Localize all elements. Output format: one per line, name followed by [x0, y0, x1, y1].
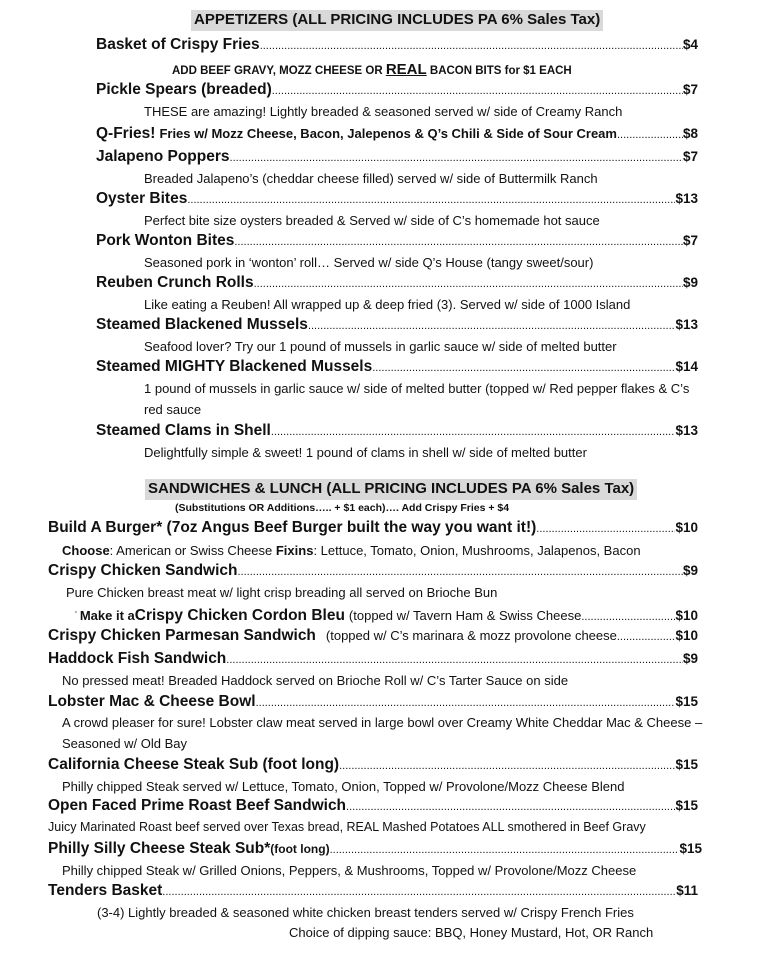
item-name: Steamed Clams in Shell	[96, 422, 271, 439]
item-description: Breaded Jalapeno’s (cheddar cheese filled) served w/ side of Buttermilk Ranch	[144, 171, 598, 186]
leader-dots	[187, 194, 675, 206]
fixins-label: Fixins	[275, 543, 314, 558]
sandwiches-header: SANDWICHES & LUNCH (ALL PRICING INCLUDES PA 6% Sales Tax)	[145, 479, 637, 500]
item-name: Crispy Chicken Parmesan Sandwich	[48, 627, 316, 644]
menu-item-oyster	[96, 190, 698, 208]
item-description: Juicy Marinated Roast beef served over Texas bread, REAL Mashed Potatoes ALL smothered in Beef Gravy	[48, 820, 646, 834]
menu-item-wonton	[96, 232, 698, 250]
leader-dots	[339, 760, 675, 772]
leader-dots	[254, 278, 683, 290]
item-price: $15	[675, 757, 698, 772]
item-description: Seafood lover? Try our 1 pound of mussels in garlic sauce w/ side of melted butter	[144, 339, 617, 354]
item-name: Reuben Crunch Rolls	[96, 274, 254, 291]
item-name: Tenders Basket	[48, 882, 163, 899]
leader-dots	[330, 844, 680, 856]
menu-item-clams	[96, 422, 698, 440]
menu-item-parmesan	[48, 627, 698, 645]
new-burst-icon	[75, 604, 77, 620]
menu-item-philly	[48, 840, 702, 858]
item-name: Open Faced Prime Roast Beef Sandwich	[48, 797, 347, 814]
make-it-label: Make it a	[79, 608, 135, 623]
item-name: Jalapeno Poppers	[96, 148, 230, 165]
item-price: $11	[676, 883, 698, 898]
item-description: Like eating a Reuben! All wrapped up & deep fried (3). Served w/ side of 1000 Island	[144, 297, 631, 312]
item-description: Seasoned pork in ‘wonton’ roll… Served w/ side Q’s House (tangy sweet/sour)	[144, 255, 594, 270]
item-description: 1 pound of mussels in garlic sauce w/ side of melted butter (topped w/ Red pepper flakes & C’s red sauce	[144, 381, 690, 417]
item-price: $13	[675, 423, 698, 438]
item-price: $14	[675, 359, 698, 374]
item-description: Pure Chicken breast meat w/ light crisp breading all served on Brioche Bun	[66, 585, 498, 600]
item-price: $15	[679, 841, 702, 856]
item-name: Philly Silly Cheese Steak Sub*	[48, 840, 271, 857]
item-name: Lobster Mac & Cheese Bowl	[48, 693, 256, 710]
leader-dots	[617, 129, 683, 141]
item-description: A crowd pleaser for sure! Lobster claw meat served in large bowl over Creamy White Cheddar Mac & Cheese – Seasoned w/ Old Bay	[62, 715, 703, 751]
menu-item-tenders	[48, 882, 698, 900]
menu-item-crispy-chicken	[48, 562, 698, 580]
item-name: Crispy Chicken Cordon Bleu	[134, 607, 345, 624]
item-price: $9	[682, 275, 698, 290]
menu-item-haddock	[48, 650, 698, 668]
real-emphasis: REAL	[385, 61, 427, 78]
leader-dots	[308, 320, 676, 332]
item-name: Pork Wonton Bites	[96, 232, 235, 249]
menu-item-fries	[96, 36, 698, 54]
leader-dots	[581, 611, 675, 623]
item-name: Q-Fries!	[96, 125, 156, 142]
item-price: $8	[682, 126, 698, 141]
item-price: $7	[682, 233, 698, 248]
leader-dots	[226, 654, 683, 666]
menu-item-burger	[48, 519, 698, 537]
item-extra: Fries w/ Mozz Cheese, Bacon, Jalepenos & Q’s Chili & Side of Sour Cream	[159, 126, 617, 141]
item-price: $9	[682, 563, 698, 578]
appetizers-header: APPETIZERS (ALL PRICING INCLUDES PA 6% Sales Tax)	[191, 10, 603, 31]
item-name: Oyster Bites	[96, 190, 188, 207]
menu-item-qfries	[96, 125, 698, 143]
menu-item-california	[48, 756, 698, 774]
item-description: Philly chipped Steak w/ Grilled Onions, Peppers, & Mushrooms, Topped w/ Provolone/Mozz Cheese	[62, 863, 637, 878]
menu-item-jalapeno	[96, 148, 698, 166]
leader-dots	[260, 40, 683, 52]
item-price: $15	[675, 694, 698, 709]
item-description: THESE are amazing! Lightly breaded & seasoned served w/ side of Creamy Ranch	[144, 104, 623, 119]
leader-dots	[372, 362, 675, 374]
burger-options: Choose: American or Swiss Cheese Fixins: Lettuce, Tomato, Onion, Mushrooms, Jalapenos, Bacon	[62, 543, 641, 558]
item-description: Delightfully simple & sweet! 1 pound of clams in shell w/ side of melted butter	[144, 445, 587, 460]
item-description: (3-4) Lightly breaded & seasoned white chicken breast tenders served w/ Crispy French Fries	[97, 905, 634, 920]
leader-dots	[346, 801, 675, 813]
leader-dots	[272, 85, 683, 97]
item-price: $13	[675, 191, 698, 206]
item-description: Perfect bite size oysters breaded & Served w/ side of C’s homemade hot sauce	[144, 213, 600, 228]
item-extra: (foot long)	[270, 842, 330, 856]
item-name: Steamed Blackened Mussels	[96, 316, 308, 333]
leader-dots	[617, 631, 676, 643]
item-name: Basket of Crispy Fries	[96, 36, 260, 53]
leader-dots	[256, 697, 676, 709]
item-price: $7	[682, 149, 698, 164]
menu-item-roast-beef	[48, 797, 698, 815]
leader-dots	[230, 152, 683, 164]
menu-item-reuben	[96, 274, 698, 292]
item-description: No pressed meat! Breaded Haddock served on Brioche Roll w/ C’s Tarter Sauce on side	[62, 673, 569, 688]
item-description-dipping: Choice of dipping sauce: BBQ, Honey Mustard, Hot, OR Ranch	[289, 925, 654, 940]
item-price: $7	[682, 82, 698, 97]
item-price: $4	[682, 37, 698, 52]
sandwiches-subheader: (Substitutions OR Additions….. + $1 each)…. Add Crispy Fries + $4	[175, 502, 510, 514]
item-price: $15	[675, 798, 698, 813]
leader-dots	[238, 566, 683, 578]
leader-dots	[234, 236, 683, 248]
addon-note: ADD BEEF GRAVY, MOZZ CHEESE OR REAL BACON BITS for $1 EACH	[172, 61, 572, 78]
item-price: $10	[675, 628, 698, 643]
menu-item-pickle	[96, 81, 698, 99]
leader-dots	[536, 523, 675, 535]
item-name: Crispy Chicken Sandwich	[48, 562, 238, 579]
item-name: Build A Burger* (7oz Angus Beef Burger built the way you want it!)	[48, 519, 537, 536]
item-description: Philly chipped Steak served w/ Lettuce, Tomato, Onion, Topped w/ Provolone/Mozz Cheese Blend	[62, 779, 625, 794]
leader-dots	[162, 886, 676, 898]
menu-item-cordon-bleu	[75, 604, 698, 625]
menu-item-lobster	[48, 693, 698, 711]
leader-dots	[271, 426, 676, 438]
item-price: $10	[675, 608, 698, 623]
item-name: Steamed MIGHTY Blackened Mussels	[96, 358, 373, 375]
item-price: $13	[675, 317, 698, 332]
item-price: $10	[675, 520, 698, 535]
item-name: California Cheese Steak Sub (foot long)	[48, 756, 340, 773]
choose-label: Choose	[62, 543, 110, 558]
item-extra: (topped w/ Tavern Ham & Swiss Cheese	[348, 608, 582, 623]
menu-item-mussels	[96, 316, 698, 334]
item-extra: (topped w/ C’s marinara & mozz provolone cheese	[325, 628, 617, 643]
menu-item-mighty-mussels	[96, 358, 698, 376]
item-name: Haddock Fish Sandwich	[48, 650, 227, 667]
item-price: $9	[682, 651, 698, 666]
item-name: Pickle Spears (breaded)	[96, 81, 272, 98]
